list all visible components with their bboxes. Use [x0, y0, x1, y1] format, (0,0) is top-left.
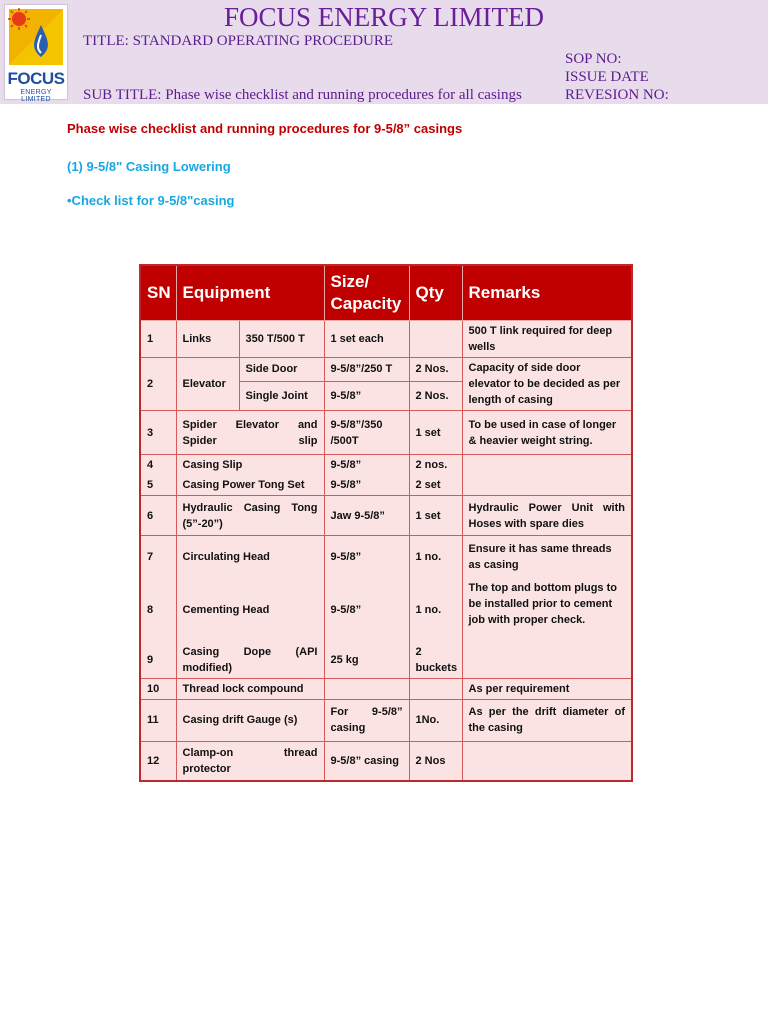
- cell-size: 9-5/8”: [324, 475, 409, 496]
- cell-remarks: The top and bottom plugs to be installed prior to cement job with proper check.: [462, 578, 632, 642]
- logo-subtext: ENERGY LIMITED: [20, 89, 52, 103]
- cell-sn: 1: [140, 321, 176, 358]
- cell-size: Jaw 9-5/8”: [324, 496, 409, 536]
- cell-equipment: Casing drift Gauge (s): [176, 699, 324, 741]
- cell-remarks: 500 T link required for deep wells: [462, 321, 632, 358]
- cell-remarks: Capacity of side door elevator to be decided as per length of casing: [462, 358, 632, 411]
- cell-size: For 9-5/8” casing: [324, 699, 409, 741]
- cell-sn: 7: [140, 536, 176, 578]
- section-heading: Phase wise checklist and running procedures for 9-5/8” casings: [67, 121, 463, 136]
- cell-qty: [409, 678, 462, 699]
- cell-qty: 1 no.: [409, 578, 462, 642]
- cell-remarks: As per the drift diameter of the casing: [462, 699, 632, 741]
- cell-equipment: Thread lock compound: [176, 678, 324, 699]
- cell-equipment: Hydraulic Casing Tong (5”-20”): [176, 496, 324, 536]
- checklist-table: [139, 264, 631, 782]
- cell-equipment: Links: [176, 321, 239, 358]
- cell-remarks: To be used in case of longer & heavier weight string.: [462, 411, 632, 455]
- cell-sub: Single Joint: [239, 381, 324, 410]
- table-row: [140, 741, 632, 781]
- cell-sn: 11: [140, 699, 176, 741]
- table-row: [140, 678, 632, 699]
- cell-equipment: Cementing Head: [176, 578, 324, 642]
- table-header-row: [140, 265, 632, 321]
- document-title: TITLE: STANDARD OPERATING PROCEDURE: [83, 33, 394, 49]
- cell-size: [324, 678, 409, 699]
- cell-qty: 2 Nos.: [409, 358, 462, 382]
- checklist-bullet: •Check list for 9-5/8"casing: [67, 193, 235, 208]
- cell-equipment: Elevator: [176, 358, 239, 411]
- cell-remarks: Hydraulic Power Unit with Hoses with spare dies: [462, 496, 632, 536]
- cell-sn: 6: [140, 496, 176, 536]
- cell-size: 25 kg: [324, 642, 409, 679]
- table-row: [140, 699, 632, 741]
- cell-remarks: Ensure it has same threads as casing: [462, 536, 632, 578]
- cell-equipment: Casing Power Tong Set: [176, 475, 324, 496]
- document-header: [0, 0, 768, 104]
- header-sn: SN: [140, 265, 176, 321]
- document-subtitle: SUB TITLE: Phase wise checklist and running procedures for all casings: [83, 87, 522, 103]
- cell-equipment: Spider Elevator and Spider slip: [176, 411, 324, 455]
- table-row: [140, 358, 632, 382]
- cell-size: 9-5/8” casing: [324, 741, 409, 781]
- cell-qty: 1No.: [409, 699, 462, 741]
- cell-qty: 2 Nos: [409, 741, 462, 781]
- cell-qty: 1 set: [409, 496, 462, 536]
- company-name: FOCUS ENERGY LIMITED: [224, 2, 544, 32]
- cell-sn: 10: [140, 678, 176, 699]
- subsection-heading: (1) 9-5/8" Casing Lowering: [67, 159, 231, 174]
- cell-sn: 4: [140, 455, 176, 476]
- header-remarks: Remarks: [462, 265, 632, 321]
- cell-qty: 1 no.: [409, 536, 462, 578]
- cell-sn: 5: [140, 475, 176, 496]
- header-equipment: Equipment: [176, 265, 324, 321]
- header-qty: Qty: [409, 265, 462, 321]
- cell-size: 9-5/8”: [324, 455, 409, 476]
- cell-sub: Side Door: [239, 358, 324, 382]
- table-row: [140, 578, 632, 642]
- logo-wordmark: FOCUS: [7, 69, 65, 88]
- revision-number-label: REVESION NO:: [565, 87, 669, 103]
- cell-sn: 12: [140, 741, 176, 781]
- cell-size: 9-5/8”: [324, 578, 409, 642]
- table-row: [140, 455, 632, 476]
- issue-date-label: ISSUE DATE: [565, 69, 649, 85]
- cell-sn: 3: [140, 411, 176, 455]
- cell-size: 9-5/8”/350 /500T: [324, 411, 409, 455]
- cell-size: 9-5/8”: [324, 536, 409, 578]
- cell-sn: 2: [140, 358, 176, 411]
- cell-remarks: [462, 642, 632, 679]
- cell-size: 9-5/8”: [324, 381, 409, 410]
- cell-sn: 8: [140, 578, 176, 642]
- cell-remarks: [462, 455, 632, 496]
- cell-qty: 2 buckets: [409, 642, 462, 679]
- cell-size: 1 set each: [324, 321, 409, 358]
- cell-qty: 1 set: [409, 411, 462, 455]
- table-row: [140, 411, 632, 455]
- sop-number-label: SOP NO:: [565, 51, 622, 67]
- table-row: [140, 536, 632, 578]
- header-size-capacity: Size/ Capacity: [324, 265, 409, 321]
- table-row: [140, 496, 632, 536]
- cell-remarks: [462, 741, 632, 781]
- cell-qty: [409, 321, 462, 358]
- cell-equipment: Clamp-on thread protector: [176, 741, 324, 781]
- cell-size: 9-5/8”/250 T: [324, 358, 409, 382]
- cell-remarks: As per requirement: [462, 678, 632, 699]
- cell-qty: 2 Nos.: [409, 381, 462, 410]
- cell-equipment: Circulating Head: [176, 536, 324, 578]
- cell-sub: 350 T/500 T: [239, 321, 324, 358]
- cell-sn: 9: [140, 642, 176, 679]
- table-row: [140, 642, 632, 679]
- cell-qty: 2 nos.: [409, 455, 462, 476]
- table-row: [140, 321, 632, 358]
- cell-equipment: Casing Dope (API modified): [176, 642, 324, 679]
- cell-qty: 2 set: [409, 475, 462, 496]
- cell-equipment: Casing Slip: [176, 455, 324, 476]
